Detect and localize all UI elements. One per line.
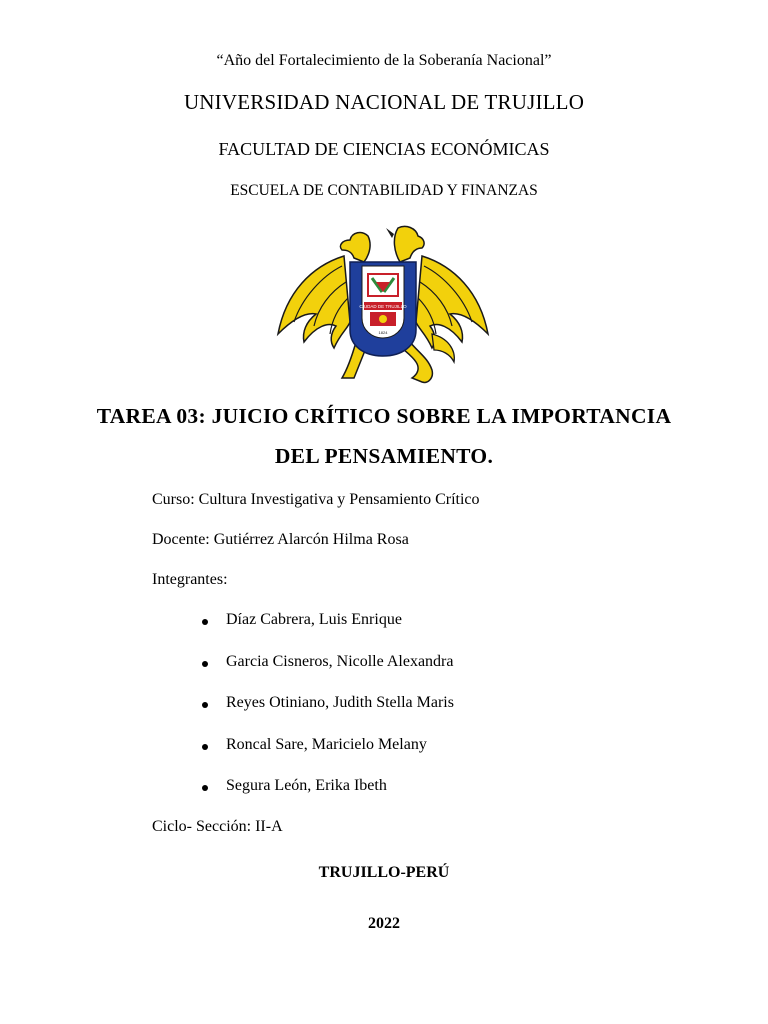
- bullet-icon: [202, 619, 208, 625]
- city-country: TRUJILLO-PERÚ: [318, 864, 450, 881]
- member-name: Díaz Cabrera, Luis Enrique: [226, 611, 402, 628]
- year-slogan: “Año del Fortalecimiento de la Soberanía Nacional”: [216, 52, 552, 69]
- bullet-icon: [202, 661, 208, 667]
- members-list: [200, 611, 454, 819]
- member-name: Garcia Cisneros, Nicolle Alexandra: [226, 652, 454, 670]
- right-wing: [416, 256, 488, 348]
- seal-text-1: CIUDAD DE TRUJILLO: [359, 304, 407, 309]
- document-title-line-2: DEL PENSAMIENTO.: [274, 444, 494, 468]
- university-name: UNIVERSIDAD NACIONAL DE TRUJILLO: [183, 90, 585, 114]
- course-line: Curso: Cultura Investigativa y Pensamiento Crítico: [152, 491, 480, 508]
- list-item: [200, 653, 454, 695]
- bullet-icon: [202, 785, 208, 791]
- document-title-line-1: TAREA 03: JUICIO CRÍTICO SOBRE LA IMPORTANCIA: [96, 404, 672, 428]
- seal-text-2: 1824: [378, 330, 388, 335]
- university-crest-griffins-icon: [272, 222, 494, 390]
- list-item: [200, 736, 454, 778]
- members-label: Integrantes:: [152, 571, 228, 588]
- member-name: Segura León, Erika Ibeth: [226, 777, 387, 794]
- school-name: ESCUELA DE CONTABILIDAD Y FINANZAS: [230, 182, 538, 199]
- list-item: [200, 777, 454, 819]
- right-griffin-head: [394, 226, 424, 262]
- list-item: [200, 611, 454, 653]
- faculty-name: FACULTAD DE CIENCIAS ECONÓMICAS: [218, 139, 550, 159]
- list-item: [200, 694, 454, 736]
- member-name: Reyes Otiniano, Judith Stella Maris: [226, 694, 454, 711]
- left-wing: [278, 256, 350, 348]
- cycle-section-line: Ciclo- Sección: II-A: [152, 818, 283, 835]
- bullet-icon: [202, 702, 208, 708]
- year: 2022: [368, 915, 400, 932]
- teacher-line: Docente: Gutiérrez Alarcón Hilma Rosa: [152, 531, 409, 548]
- bullet-icon: [202, 744, 208, 750]
- member-name: Roncal Sare, Maricielo Melany: [226, 735, 427, 753]
